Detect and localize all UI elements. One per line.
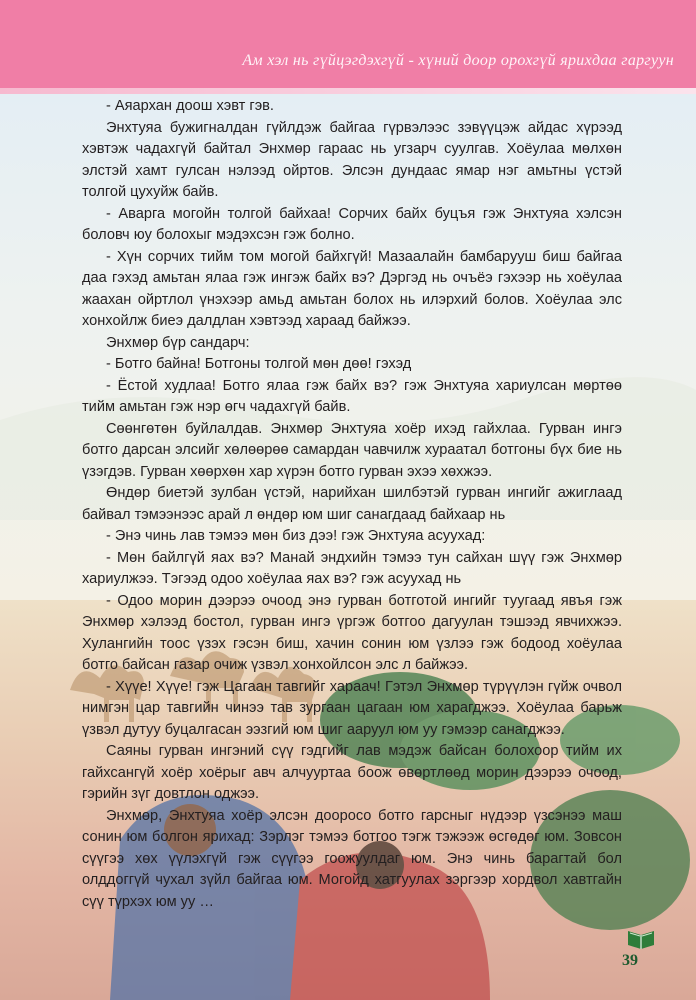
- paragraph: - Ёстой худлаа! Ботго ялаа гэж байх вэ? гэж Энхтуяа хариулсан мөртөө тийм амьтан гэж нэр өгч чадахгүй байв.: [82, 377, 622, 415]
- running-title: Ам хэл нь гүйцэгдэхгүй - хүний доор орохгүй ярихдаа гаргуун: [242, 52, 674, 69]
- paragraph: - Аяархан доош хэвт гэв.: [106, 98, 274, 114]
- header-gradient-band: [0, 88, 696, 94]
- paragraph: - Энэ чинь лав тэмээ мөн биз дээ! гэж Энхтуяа асуухад:: [106, 528, 486, 544]
- story-text: [82, 96, 622, 913]
- paragraph: Өндөр биетэй зулбан үстэй, нарийхан шилбэтэй гурван ингийг ажиглаад байвал тэмээнээс арай л өндөр юм шиг санагдаад байхаар нь: [82, 485, 622, 523]
- paragraph: - Ботго байна! Ботгоны толгой мөн дөө! гэхэд: [106, 356, 412, 372]
- paragraph: Энхмөр бүр сандарч:: [106, 334, 250, 351]
- page-number: 39: [622, 952, 638, 969]
- book-icon: [626, 925, 656, 949]
- paragraph: Саяны гурван ингэний сүү гэдгийг лав мэдэж байсан болохоор тийм их гайхсангүй хоёр хоёрыг авч алчууртаа боож өвөртлөөд морин дээрээ очоод, гэрийн зүг довтлон оджээ.: [82, 743, 622, 802]
- page-header: [0, 0, 696, 88]
- paragraph: - Мөн байлгүй яах вэ? Манай эндхийн тэмээ тун сайхан шүү гэж Энхмөр хариулжээ. Тэгээд одоо хоёулаа яах вэ? гэж асуухад нь: [82, 549, 622, 587]
- paragraph: Сөөнгөтөн буйлалдав. Энхмөр Энхтуяа хоёр ихэд гайхлаа. Гурван ингэ ботго дарсан элсийг хөлөөрөө самардан чавчилж хураатал ботгоны бүх бие нь үзэгдэв. Гурван хөөрхөн хар хүрэн ботго гурван эхээ хөхжээ.: [82, 420, 622, 480]
- paragraph: - Хүүе! Хүүе! гэж Цагаан тавгийг хараач! Гэтэл Энхмөр түрүүлэн гүйж очвол нимгэн цар тавгийн чинээ тав зургаан цагаан юм харагджээ. Хоёулаа барьж үзвэл дутуу буцалгасан ээзгий юм шиг ааруул юм уу гэмээр санагджээ.: [82, 678, 622, 738]
- paragraph: Энхмөр, Энхтуяа хоёр элсэн дооросо ботго гарсныг нүдээр үзсэнээ маш сонин юм болгон ярихад: Зэрлэг тэмээ ботгоо тэгж тэжээж өсгөдөг юм. Зовсон сүүгээ хөх үүлэхгүй гэж сүүгээ гоожуулдаг юм. Энэ чинь барагтай бол олддоггүй чухал зүйл байгаа юм. Могойд хатгуулах зэргээр хордвол хавтгайн сүү түрхэх юм уу …: [82, 807, 622, 910]
- paragraph: - Аварга могойн толгой байхаа! Сорчих байх буцъя гэж Энхтуяа хэлсэн боловч юу болохыг мэдэхсэн гэж болно.: [82, 205, 622, 243]
- paragraph: Энхтуяа бужигналдан гүйлдэж байгаа гүрвэлээс зэвүүцэж айдас хүрээд хэвтэж чадахгүй байтал Энхмөр гараас нь угзарч суулгав. Хоёулаа мөлхөн элстэй хамт гулсан нэлээд ойртов. Элсэн дундаас ямар нэг амьтны үстэй толгой цухуйж байв.: [82, 119, 622, 200]
- paragraph: - Одоо морин дээрээ очоод энэ гурван ботготой ингийг туугаад явъя гэж Энхмөр хэлээд бостол, гурван ингэ үргэж ботгоо дагуулан тэшээд явчихжээ. Хулангийн тоос үзэх гэсэн биш, хачин сонин юм үзлээ гэж бодоод хоёулаа ботго байсан газар очиж үзвэл хонхойлсон элс л байжээ.: [82, 592, 622, 673]
- paragraph: - Хүн сорчих тийм том могой байхгүй! Мазаалайн бамбарууш биш байгаа даа гэхэд амьтан ялаа гэж ингэж байх вэ? Дэргэд нь очъёэ гэхээр нь хоёулаа жаахан ойртлол үнэхээр амьд амьтан болох нь илэрхий болов. Хоёулаа элс хонхойлж биеэ далдлан хэвтээд хараад байжээ.: [82, 248, 622, 329]
